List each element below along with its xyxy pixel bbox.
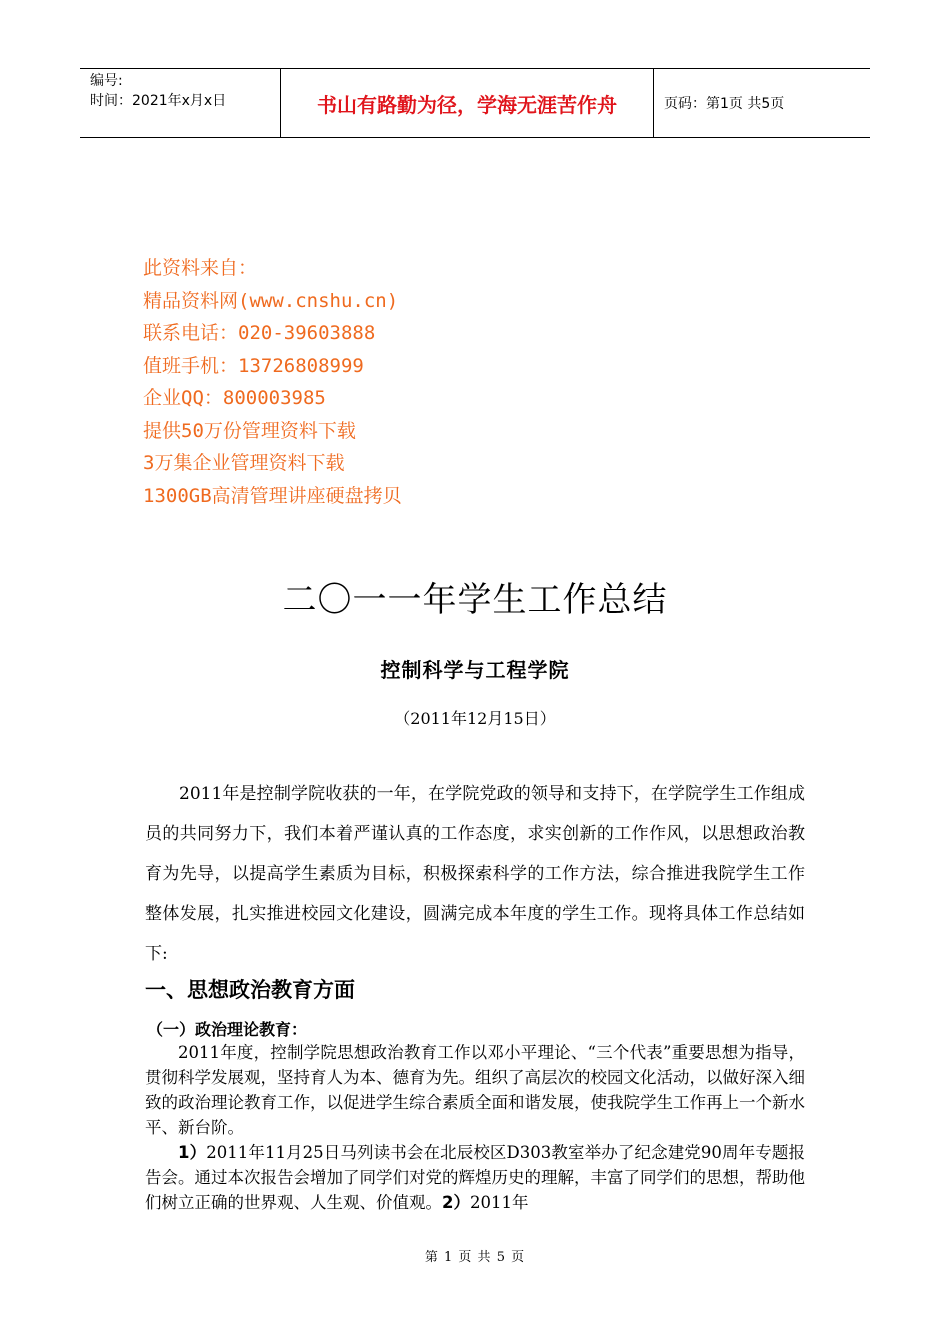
item-marker: 2） (442, 1193, 470, 1212)
source-line: 企业QQ：800003985 (143, 387, 326, 409)
intro-paragraph: 2011年是控制学院收获的一年，在学院党政的领导和支持下，在学院学生工作组成员的共同努力下，我们本着严谨认真的工作态度，求实创新的工作作风，以思想政治教育为先导，以提高学生素质为目标，积极探索科学的工作方法，综合推进我院学生工作整体发展，扎实推进校园文化建设，圆满完成本年度的学生工作。现将具体工作总结如下: (145, 784, 805, 964)
header-meta-cell (80, 69, 280, 137)
item-text: 2011年11月25日马列读书会在北辰校区D303教室举办了纪念建党90周年专题报告会。通过本次报告会增加了同学们对党的辉煌历史的理解，丰富了同学们的思想，帮助他们树立正确的世界观、人生观、价值观。 (145, 1143, 806, 1212)
header-motto: 书山有路勤为径，学海无涯苦作舟 (280, 69, 654, 137)
time-label: 时间：2021年x月x日 (90, 93, 227, 109)
section-heading: 一、思想政治教育方面 (145, 978, 355, 1002)
header-page-info: 页码：第1页 共5页 (664, 96, 785, 112)
source-line: 3万集企业管理资料下载 (143, 452, 345, 474)
item-marker: 1） (178, 1143, 207, 1162)
items-paragraph (145, 1140, 805, 1215)
source-line: 此资料来自： (143, 257, 258, 279)
document-title: 二〇一一年学生工作总结 (282, 580, 668, 620)
header-table (80, 68, 870, 138)
source-line: 精品资料网(www.cnshu.cn) (143, 289, 399, 312)
source-line: 提供50万份管理资料下载 (143, 419, 356, 442)
subsection-heading: （一）政治理论教育： (147, 1020, 308, 1039)
source-line: 值班手机：13726808999 (143, 354, 364, 377)
source-info-block (143, 252, 402, 512)
page-footer: 第 1 页 共 5 页 (424, 1250, 526, 1265)
number-label: 编号: (90, 73, 123, 89)
document-date: （2011年12月15日） (394, 709, 556, 728)
subsection-paragraph: 2011年度，控制学院思想政治教育工作以邓小平理论、“三个代表”重要思想为指导，贯彻科学发展观，坚持育人为本、德育为先。组织了高层次的校园文化活动，以做好深入细致的政治理论教育工作，以促进学生综合素质全面和谐发展，使我院学生工作再上一个新水平、新台阶。 (145, 1043, 805, 1137)
item-text: 2011年 (469, 1193, 529, 1212)
source-line: 1300GB高清管理讲座硬盘拷贝 (143, 484, 402, 507)
document-subtitle: 控制科学与工程学院 (380, 658, 570, 682)
source-line: 联系电话：020-39603888 (143, 322, 376, 344)
